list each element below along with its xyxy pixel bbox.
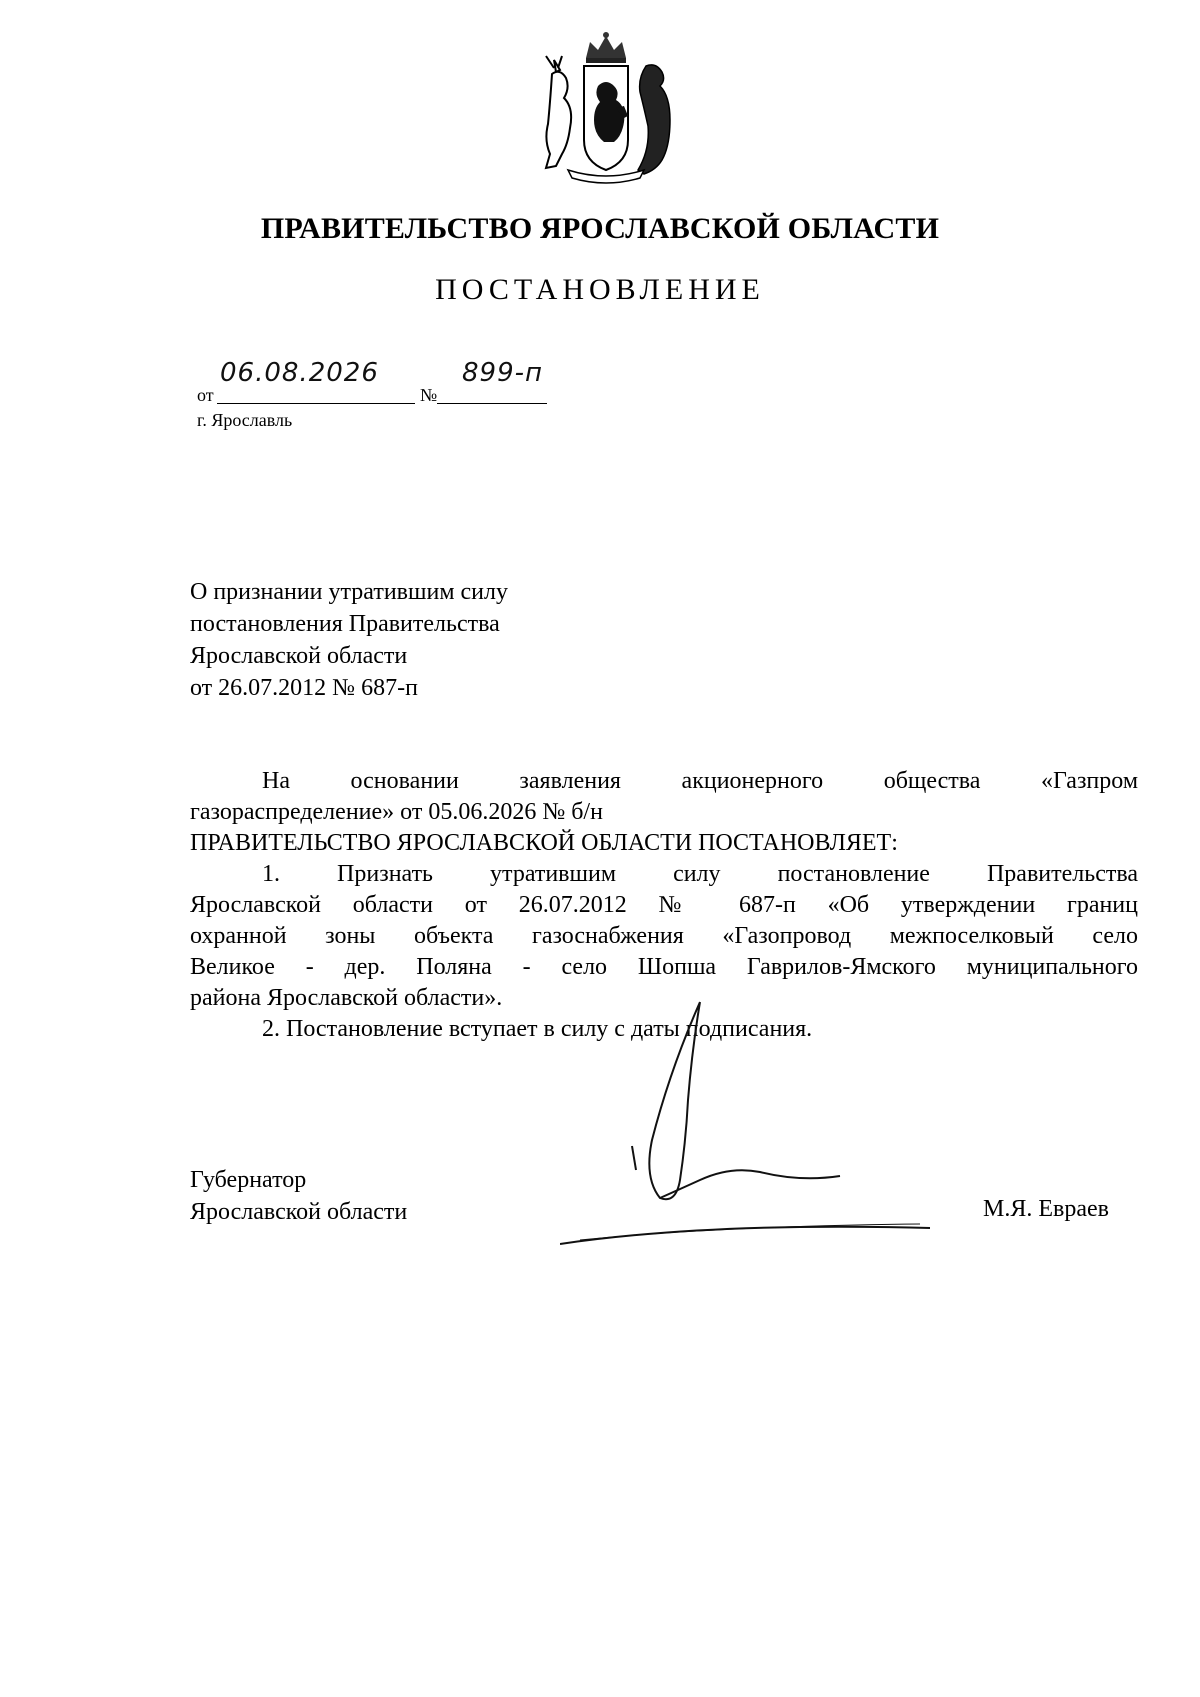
item2-line: 2. Постановление вступает в силу с даты подписания. [262,1016,813,1042]
item1-line: Великое - дер. Поляна - село Шопша Гаврилов-Ямского муниципального [190,954,1138,980]
role-line: Ярославской области [190,1199,408,1225]
city: г. Ярославль [197,410,293,430]
item1-line: 1. Признать утратившим силу постановление Правительства [262,861,1138,887]
item1-line: Ярославской области от 26.07.2012 № 687-п «Об утверждении границ [190,892,1138,918]
government-title: ПРАВИТЕЛЬСТВО ЯРОСЛАВСКОЙ ОБЛАСТИ [260,212,940,245]
subject-block [190,576,508,704]
subject-line: постановления Правительства [190,611,500,637]
resolves-line: ПРАВИТЕЛЬСТВО ЯРОСЛАВСКОЙ ОБЛАСТИ ПОСТАНОВЛЯЕТ: [190,830,898,856]
signatory-name: М.Я. Евраев [983,1196,1109,1222]
subject-line: О признании утратившим силу [190,579,508,605]
yaroslavl-region-coat-of-arms-icon [528,30,684,186]
basis-line: газораспределение» от 05.06.2026 № б/н [190,799,603,825]
number-prefix: № [420,385,438,405]
subject-line: от 26.07.2012 № 687-п [190,675,418,701]
handwritten-signature-icon [560,990,940,1250]
handwritten-date: 06.08.2026 [220,358,379,388]
document-type: ПОСТАНОВЛЕНИЕ [435,273,765,306]
signatory-role [190,1164,407,1228]
role-line: Губернатор [190,1167,307,1193]
basis-line: На основании заявления акционерного общества «Газпром [262,768,1138,794]
item1-line: района Ярославской области». [190,985,503,1011]
item1-line: охранной зоны объекта газоснабжения «Газопровод межпоселковый село [190,923,1138,949]
number-underline [437,403,547,404]
date-underline [217,403,415,404]
subject-line: Ярославской области [190,643,408,669]
date-prefix: от [197,385,214,405]
handwritten-number: 899-п [462,358,544,388]
